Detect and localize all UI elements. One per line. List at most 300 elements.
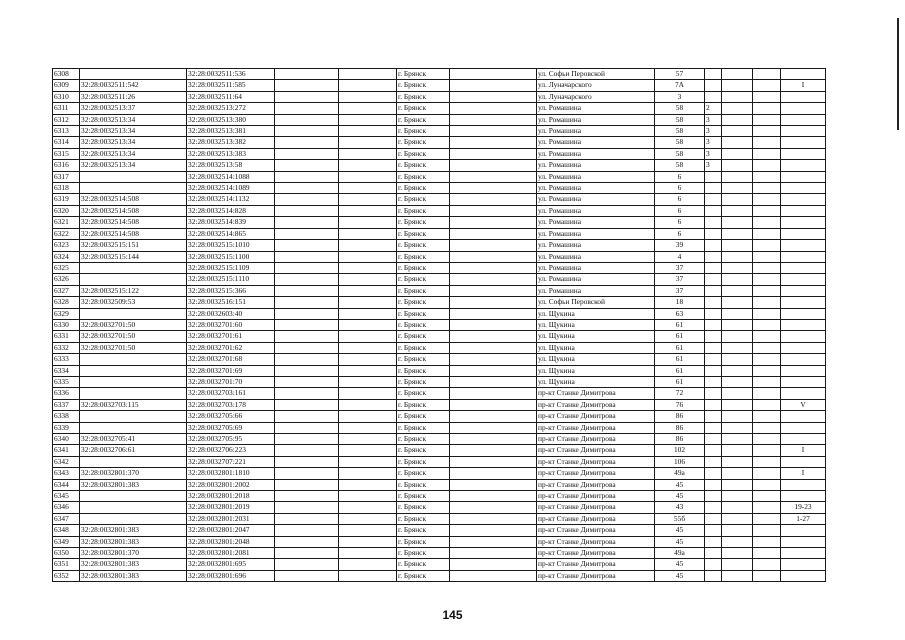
building-index: 3 [705,114,722,125]
empty-cell [275,240,339,251]
empty-cell [722,491,753,502]
city: г. Брянск [397,251,450,262]
city: г. Брянск [397,297,450,308]
empty-cell [450,548,537,559]
empty-cell [450,354,537,365]
house-number: 72 [655,388,705,399]
city: г. Брянск [397,137,450,148]
cadastral-number: 32:28:0032515:1110 [187,274,275,285]
prev-cadastral-number [80,376,187,387]
premises-number [781,194,826,205]
premises-number [781,205,826,216]
empty-cell [275,570,339,581]
street: ул. Софьи Перовской [537,297,655,308]
empty-cell [450,240,537,251]
empty-cell [450,411,537,422]
premises-number [781,559,826,570]
extra-index [753,308,781,319]
empty-cell [339,342,397,353]
table-row [53,103,826,114]
prev-cadastral-number: 32:28:0032514:508 [80,228,187,239]
street: пр-кт Станке Димитрова [537,445,655,456]
empty-cell [450,183,537,194]
prev-cadastral-number: 32:28:0032515:122 [80,285,187,296]
house-number: 61 [655,319,705,330]
street: пр-кт Станке Димитрова [537,502,655,513]
building-index [705,91,722,102]
table-row [53,399,826,410]
premises-number [781,240,826,251]
empty-cell [275,160,339,171]
prev-cadastral-number: 32:28:0032514:508 [80,217,187,228]
street: ул. Ромашина [537,194,655,205]
house-number: 61 [655,331,705,342]
house-number: 37 [655,262,705,273]
premises-number [781,217,826,228]
premises-number [781,388,826,399]
empty-cell [450,376,537,387]
row-number: 6337 [53,399,80,410]
cadastral-number: 32:28:0032801:2031 [187,513,275,524]
row-number: 6343 [53,468,80,479]
empty-cell [450,103,537,114]
empty-cell [275,205,339,216]
city: г. Брянск [397,559,450,570]
empty-cell [722,342,753,353]
street: ул. Ромашина [537,240,655,251]
extra-index [753,297,781,308]
building-index [705,285,722,296]
premises-number [781,126,826,137]
empty-cell [722,183,753,194]
table-row [53,148,826,159]
building-index [705,297,722,308]
cadastral-number: 32:28:0032801:2081 [187,548,275,559]
row-number: 6316 [53,160,80,171]
row-number: 6314 [53,137,80,148]
city: г. Брянск [397,228,450,239]
prev-cadastral-number: 32:28:0032514:508 [80,194,187,205]
premises-number [781,479,826,490]
empty-cell [275,422,339,433]
table-row [53,388,826,399]
city: г. Брянск [397,319,450,330]
house-number: 61 [655,376,705,387]
city: г. Брянск [397,502,450,513]
extra-index [753,262,781,273]
house-number: 106 [655,456,705,467]
row-number: 6346 [53,502,80,513]
row-number: 6349 [53,536,80,547]
empty-cell [450,434,537,445]
city: г. Брянск [397,513,450,524]
prev-cadastral-number: 32:28:0032801:383 [80,525,187,536]
city: г. Брянск [397,445,450,456]
extra-index [753,69,781,80]
empty-cell [722,148,753,159]
building-index [705,570,722,581]
street: ул. Ромашина [537,137,655,148]
cadastral-number: 32:28:0032514:828 [187,205,275,216]
street: ул. Щукина [537,376,655,387]
building-index [705,456,722,467]
city: г. Брянск [397,468,450,479]
premises-number [781,262,826,273]
city: г. Брянск [397,479,450,490]
city: г. Брянск [397,525,450,536]
city: г. Брянск [397,456,450,467]
row-number: 6322 [53,228,80,239]
house-number: 57 [655,69,705,80]
empty-cell [450,536,537,547]
row-number: 6339 [53,422,80,433]
empty-cell [339,285,397,296]
building-index [705,388,722,399]
table-row [53,217,826,228]
premises-number [781,331,826,342]
extra-index [753,354,781,365]
building-index: 3 [705,148,722,159]
house-number: 58 [655,137,705,148]
cadastral-number: 32:28:0032514:865 [187,228,275,239]
empty-cell [722,285,753,296]
row-number: 6333 [53,354,80,365]
empty-cell [275,525,339,536]
row-number: 6327 [53,285,80,296]
empty-cell [450,342,537,353]
empty-cell [275,536,339,547]
premises-number [781,91,826,102]
house-number: 58 [655,126,705,137]
city: г. Брянск [397,308,450,319]
premises-number: 19-23 [781,502,826,513]
street: ул. Ромашина [537,114,655,125]
extra-index [753,205,781,216]
row-number: 6335 [53,376,80,387]
house-number: 6 [655,194,705,205]
extra-index [753,285,781,296]
empty-cell [275,411,339,422]
building-index [705,445,722,456]
cadastral-number: 32:28:0032603:40 [187,308,275,319]
prev-cadastral-number [80,411,187,422]
premises-number [781,570,826,581]
empty-cell [275,285,339,296]
cadastral-number: 32:28:0032513:382 [187,137,275,148]
empty-cell [450,274,537,285]
empty-cell [722,502,753,513]
row-number: 6345 [53,491,80,502]
premises-number [781,137,826,148]
empty-cell [275,434,339,445]
extra-index [753,80,781,91]
premises-number [781,354,826,365]
building-index: 3 [705,137,722,148]
house-number: 4 [655,251,705,262]
empty-cell [722,319,753,330]
premises-number [781,319,826,330]
cadastral-number: 32:28:0032511:536 [187,69,275,80]
house-number: 86 [655,422,705,433]
empty-cell [339,479,397,490]
empty-cell [339,319,397,330]
empty-cell [275,456,339,467]
row-number: 6331 [53,331,80,342]
city: г. Брянск [397,126,450,137]
row-number: 6328 [53,297,80,308]
street: пр-кт Станке Димитрова [537,570,655,581]
empty-cell [722,137,753,148]
empty-cell [450,171,537,182]
empty-cell [339,137,397,148]
city: г. Брянск [397,80,450,91]
empty-cell [275,80,339,91]
empty-cell [450,445,537,456]
premises-number [781,69,826,80]
empty-cell [275,388,339,399]
extra-index [753,399,781,410]
empty-cell [450,262,537,273]
empty-cell [275,548,339,559]
city: г. Брянск [397,376,450,387]
extra-index [753,468,781,479]
extra-index [753,479,781,490]
premises-number [781,525,826,536]
extra-index [753,240,781,251]
premises-number [781,114,826,125]
house-number: 45 [655,559,705,570]
empty-cell [722,262,753,273]
building-index [705,319,722,330]
building-index [705,194,722,205]
empty-cell [450,137,537,148]
prev-cadastral-number [80,502,187,513]
premises-number [781,183,826,194]
street: ул. Ромашина [537,262,655,273]
building-index [705,240,722,251]
empty-cell [722,479,753,490]
empty-cell [339,411,397,422]
cadastral-number: 32:28:0032515:1010 [187,240,275,251]
empty-cell [722,69,753,80]
table-row [53,240,826,251]
table-row [53,479,826,490]
premises-number [781,536,826,547]
extra-index [753,160,781,171]
empty-cell [450,194,537,205]
house-number: 37 [655,285,705,296]
empty-cell [722,171,753,182]
prev-cadastral-number [80,456,187,467]
house-number: 6 [655,205,705,216]
empty-cell [450,126,537,137]
house-number: 55б [655,513,705,524]
empty-cell [275,354,339,365]
empty-cell [339,502,397,513]
row-number: 6344 [53,479,80,490]
house-number: 37 [655,274,705,285]
table-row [53,80,826,91]
extra-index [753,536,781,547]
empty-cell [722,91,753,102]
table-row [53,171,826,182]
empty-cell [339,148,397,159]
city: г. Брянск [397,160,450,171]
empty-cell [339,69,397,80]
empty-cell [275,114,339,125]
cadastral-number: 32:28:0032513:383 [187,148,275,159]
extra-index [753,194,781,205]
empty-cell [450,479,537,490]
city: г. Брянск [397,148,450,159]
street: ул. Ромашина [537,126,655,137]
cadastral-number: 32:28:0032513:380 [187,114,275,125]
row-number: 6329 [53,308,80,319]
prev-cadastral-number: 32:28:0032701:50 [80,331,187,342]
house-number: 6 [655,183,705,194]
empty-cell [275,331,339,342]
building-index [705,399,722,410]
house-number: 61 [655,365,705,376]
cadastral-number: 32:28:0032801:695 [187,559,275,570]
row-number: 6318 [53,183,80,194]
city: г. Брянск [397,331,450,342]
table-row [53,262,826,273]
cadastral-number: 32:28:0032514:839 [187,217,275,228]
empty-cell [275,217,339,228]
extra-index [753,434,781,445]
empty-cell [450,297,537,308]
extra-index [753,365,781,376]
premises-number [781,365,826,376]
extra-index [753,570,781,581]
empty-cell [339,570,397,581]
row-number: 6341 [53,445,80,456]
row-number: 6320 [53,205,80,216]
building-index [705,536,722,547]
street: ул. Щукина [537,331,655,342]
empty-cell [722,445,753,456]
prev-cadastral-number: 32:28:0032705:41 [80,434,187,445]
cadastral-number: 32:28:0032513:58 [187,160,275,171]
city: г. Брянск [397,183,450,194]
cadastral-number: 32:28:0032701:60 [187,319,275,330]
table-row [53,354,826,365]
empty-cell [722,217,753,228]
empty-cell [722,388,753,399]
table-row [53,445,826,456]
empty-cell [275,319,339,330]
cadastral-number: 32:28:0032514:1132 [187,194,275,205]
prev-cadastral-number: 32:28:0032511:542 [80,80,187,91]
building-index: 3 [705,126,722,137]
house-number: 45 [655,536,705,547]
house-number: 58 [655,148,705,159]
empty-cell [339,491,397,502]
premises-number: I [781,80,826,91]
empty-cell [275,148,339,159]
empty-cell [450,559,537,570]
empty-cell [722,251,753,262]
empty-cell [339,126,397,137]
row-number: 6336 [53,388,80,399]
house-number: 63 [655,308,705,319]
empty-cell [339,251,397,262]
city: г. Брянск [397,205,450,216]
table-row [53,285,826,296]
table-row [53,434,826,445]
empty-cell [450,491,537,502]
prev-cadastral-number: 32:28:0032515:144 [80,251,187,262]
table-row [53,183,826,194]
empty-cell [339,274,397,285]
extra-index [753,411,781,422]
street: ул. Щукина [537,342,655,353]
street: ул. Ромашина [537,103,655,114]
table-row [53,319,826,330]
empty-cell [450,114,537,125]
empty-cell [450,285,537,296]
empty-cell [339,354,397,365]
city: г. Брянск [397,411,450,422]
empty-cell [722,548,753,559]
empty-cell [450,365,537,376]
empty-cell [722,434,753,445]
premises-number: I [781,468,826,479]
prev-cadastral-number: 32:28:0032515:151 [80,240,187,251]
empty-cell [339,91,397,102]
building-index [705,365,722,376]
empty-cell [339,205,397,216]
street: ул. Щукина [537,354,655,365]
row-number: 6317 [53,171,80,182]
building-index: 3 [705,160,722,171]
cadastral-number: 32:28:0032516:151 [187,297,275,308]
empty-cell [275,262,339,273]
prev-cadastral-number [80,365,187,376]
prev-cadastral-number: 32:28:0032513:34 [80,126,187,137]
table-row [53,491,826,502]
extra-index [753,445,781,456]
table-row [53,525,826,536]
prev-cadastral-number: 32:28:0032701:50 [80,342,187,353]
table-row [53,536,826,547]
prev-cadastral-number: 32:28:0032801:383 [80,479,187,490]
extra-index [753,422,781,433]
table-row [53,308,826,319]
city: г. Брянск [397,342,450,353]
empty-cell [722,570,753,581]
street: пр-кт Станке Димитрова [537,536,655,547]
empty-cell [722,422,753,433]
cadastral-number: 32:28:0032515:366 [187,285,275,296]
empty-cell [339,308,397,319]
street: ул. Луначарского [537,91,655,102]
city: г. Брянск [397,103,450,114]
table-row [53,194,826,205]
extra-index [753,148,781,159]
table-row [53,502,826,513]
city: г. Брянск [397,399,450,410]
prev-cadastral-number: 32:28:0032513:34 [80,137,187,148]
table-row [53,228,826,239]
row-number: 6330 [53,319,80,330]
building-index [705,171,722,182]
street: пр-кт Станке Димитрова [537,411,655,422]
extra-index [753,513,781,524]
extra-index [753,103,781,114]
empty-cell [450,308,537,319]
